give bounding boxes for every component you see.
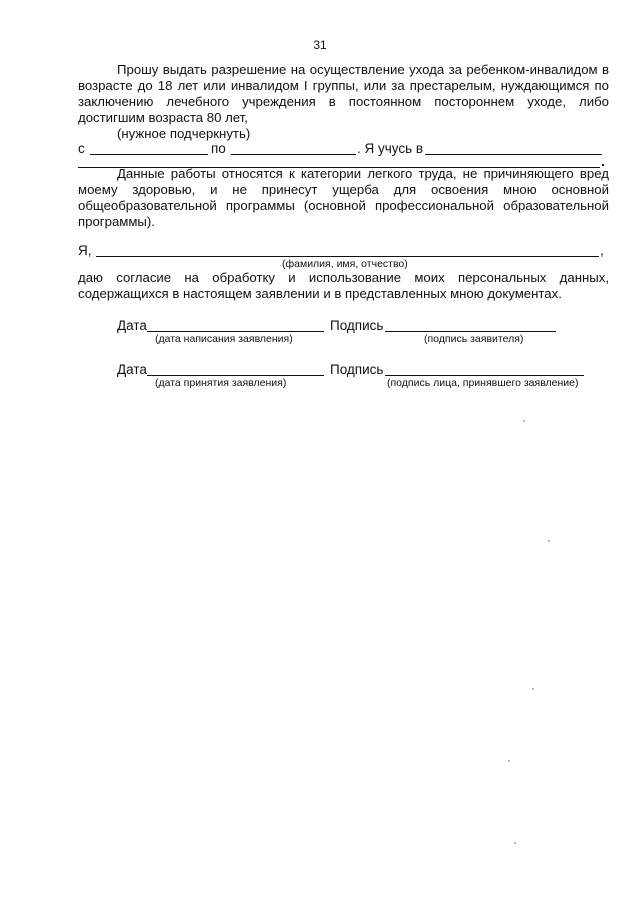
application-date-field[interactable] xyxy=(147,331,324,332)
applicant-signature-field[interactable] xyxy=(385,331,556,332)
full-name-comma: , xyxy=(600,243,604,258)
from-label: с xyxy=(78,141,85,156)
acceptance-date-caption: (дата принятия заявления) xyxy=(155,377,287,389)
receiver-signature-field[interactable] xyxy=(385,375,584,376)
i-label: Я, xyxy=(78,243,92,258)
application-date-caption: (дата написания заявления) xyxy=(155,333,293,345)
school-field[interactable] xyxy=(425,154,602,155)
full-name-caption: (фамилия, имя, отчество) xyxy=(282,258,408,270)
to-label: по xyxy=(211,141,226,156)
applicant-signature-caption: (подпись заявителя) xyxy=(424,333,524,345)
study-label: . Я учусь в xyxy=(357,141,424,156)
date-label: Дата xyxy=(117,362,147,377)
to-date-field[interactable] xyxy=(231,154,356,155)
scan-speck xyxy=(532,688,534,690)
receiver-signature-caption: (подпись лица, принявшего заявление) xyxy=(387,377,579,389)
consent-paragraph: даю согласие на обработку и использование моих персональных данных, содержащихся в настоящем заявлении и в представленных мною документах. xyxy=(78,270,609,301)
acceptance-date-field[interactable] xyxy=(147,375,324,376)
full-name-field[interactable] xyxy=(96,256,599,257)
work-statement-paragraph: Данные работы относятся к категории легкого труда, не причиняющего вред моему здоровью, и не принесут ущерба для освоения мною основной общеобразовательной программы (основной профессиональной образовательной программы). xyxy=(78,166,609,229)
signature-label: Подпись xyxy=(330,362,384,377)
page-number: 31 xyxy=(313,38,327,52)
signature-label: Подпись xyxy=(330,318,384,333)
underline-note: (нужное подчеркнуть) xyxy=(117,126,251,141)
scan-speck xyxy=(508,760,510,762)
request-paragraph: Прошу выдать разрешение на осуществление ухода за ребенком-инвалидом в возрасте до 18 лет или инвалидом I группы, или за престарелым, нуждающимся по заключению лечебного учреждения в постоянном постороннем уходе, либо достигшим возраста 80 лет, xyxy=(78,62,609,125)
scan-speck xyxy=(523,420,525,422)
scan-speck xyxy=(514,842,516,844)
scan-speck xyxy=(548,540,550,542)
date-label: Дата xyxy=(117,318,147,333)
from-date-field[interactable] xyxy=(90,154,208,155)
